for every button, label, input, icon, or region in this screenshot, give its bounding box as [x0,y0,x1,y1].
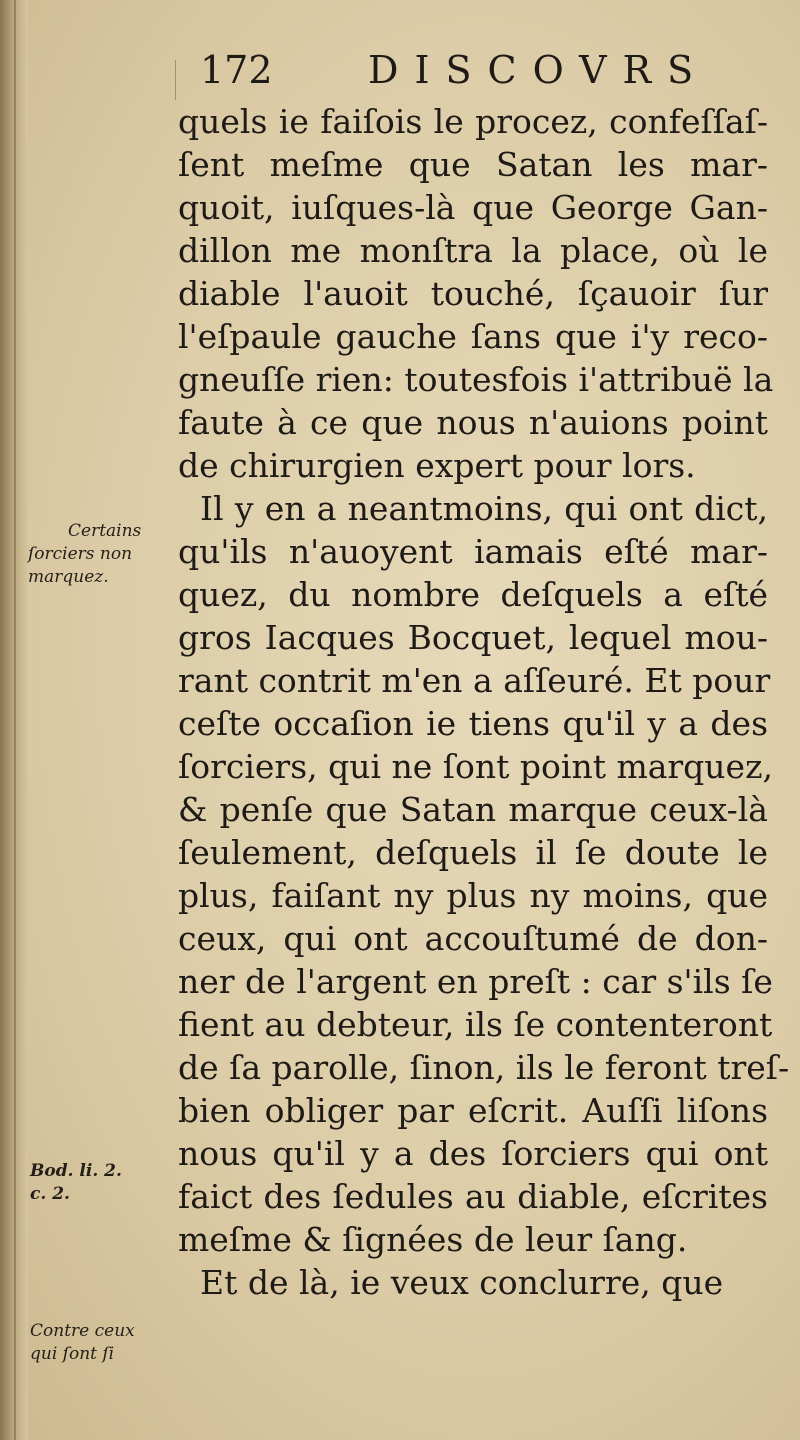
text-line: ner de l'argent en preſt : car s'ils ſe [178,962,773,1001]
text-line: ceux, qui ont accouſtumé de don- [178,919,768,958]
text-line: diable l'auoit touché, ſçauoir ſur [178,274,768,313]
text-line: ſorciers, qui ne ſont point marquez, [178,747,773,786]
text-line: quoit, iuſques-là que George Gan- [178,188,768,227]
margin-note-certains [28,520,178,589]
body-text [178,100,790,1304]
text-line: rant contrit m'en a aſſeuré. Et pour [178,661,771,700]
text-line: ſeulement, deſquels il ſe doute le [178,833,768,872]
text-line: fient au debteur, ils ſe contenteront [178,1005,773,1044]
margin-note-line: Certains [68,521,142,541]
text-line: quez, du nombre deſquels a eſté [178,575,768,614]
text-line: de chirurgien expert pour lors. [178,446,696,485]
text-line: ſent meſme que Satan les mar- [178,145,768,184]
margin-note-line: qui ſont ſi [30,1344,115,1364]
text-line: nous qu'il y a des ſorciers qui ont [178,1134,768,1173]
margin-note-line: marquez. [28,567,109,587]
text-line: faict des ſedules au diable, eſcrites [178,1177,768,1216]
text-line: & penſe que Satan marque ceux-là [178,790,768,829]
margin-note-bod [30,1160,160,1206]
margin-rule [175,60,176,100]
text-line: gneuſſe rien: toutesfois i'attribuë la [178,360,774,399]
margin-note-line: Bod. li. 2. [30,1161,122,1181]
text-line: plus, faiſant ny plus ny moins, que [178,876,768,915]
margin-note-contre [30,1320,180,1366]
text-line: qu'ils n'auoyent iamais eſté mar- [178,532,768,571]
text-line: dillon me monſtra la place, où le [178,231,768,270]
margin-note-line: c. 2. [30,1184,70,1204]
text-line: Il y en a neantmoins, qui ont dict, [200,489,768,528]
running-title: DISCOVRS [368,48,710,92]
margin-note-line: ſorciers non [28,544,133,564]
text-line: bien obliger par eſcrit. Auſſi liſons [178,1091,768,1130]
text-line: l'eſpaule gauche ſans que i'y reco- [178,317,768,356]
margin-note-line: Contre ceux [30,1321,135,1341]
text-line: ceſte occaſion ie tiens qu'il y a des [178,704,768,743]
page-number: 172 [200,48,273,92]
binding-line [14,0,16,1440]
text-line: meſme & ſignées de leur ſang. [178,1220,688,1259]
text-line: Et de là, ie veux conclurre, que [200,1263,724,1302]
page-header [200,40,760,100]
text-line: gros Iacques Bocquet, lequel mou- [178,618,768,657]
text-line: de ſa parolle, ſinon, ils le feront treſ- [178,1048,790,1087]
text-line: quels ie faiſois le procez, confeſſaſ- [178,102,768,141]
text-line: faute à ce que nous n'auions point [178,403,768,442]
